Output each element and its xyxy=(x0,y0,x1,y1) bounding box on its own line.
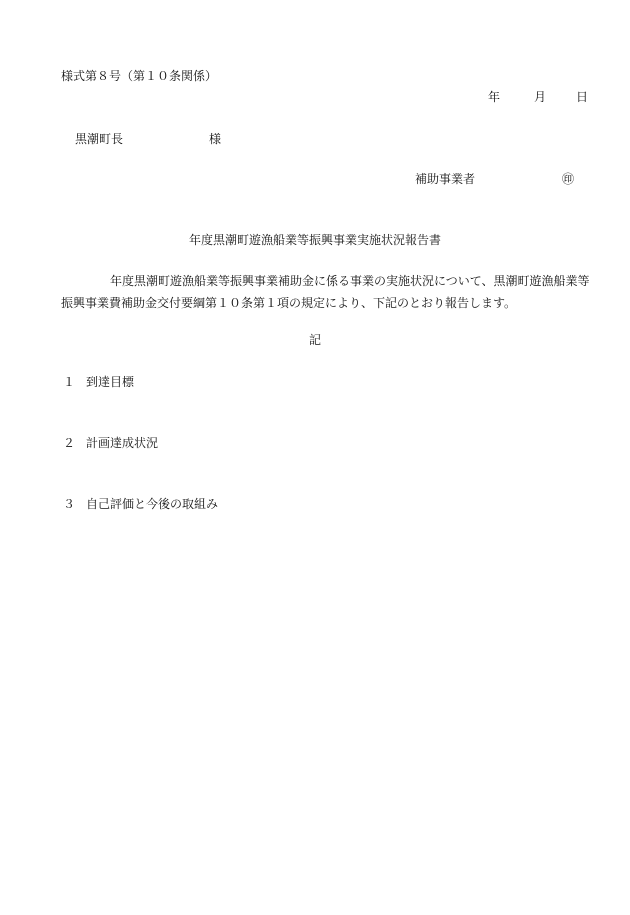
body-text: 年度黒潮町遊漁船業等振興事業補助金に係る事業の実施状況について、黒潮町遊漁船業等振興事業費補助金交付要綱第１０条第１項の規定により、下記のとおり報告します。 xyxy=(61,274,590,310)
date-day-label: 日 xyxy=(576,90,589,104)
item-number: １ xyxy=(63,375,76,389)
item-label-target: 到達目標 xyxy=(86,375,135,389)
item-number: ２ xyxy=(63,436,76,450)
document-title: 年度黒潮町遊漁船業等振興事業実施状況報告書 xyxy=(188,233,441,247)
applicant-label: 補助事業者 xyxy=(415,172,476,186)
item-label-evaluation: 自己評価と今後の取組み xyxy=(86,497,219,511)
ki-heading: 記 xyxy=(308,333,321,347)
form-number: 様式第８号（第１０条関係） xyxy=(61,69,218,83)
item-label-progress: 計画達成状況 xyxy=(86,436,159,450)
addressee-name: 黒潮町長 xyxy=(75,132,124,146)
addressee-honorific: 様 xyxy=(209,132,222,146)
body-paragraph xyxy=(61,270,591,314)
seal-mark: ㊞ xyxy=(562,172,575,186)
date-year-label: 年 xyxy=(488,90,501,104)
date-month-label: 月 xyxy=(534,90,547,104)
item-number: ３ xyxy=(63,497,76,511)
